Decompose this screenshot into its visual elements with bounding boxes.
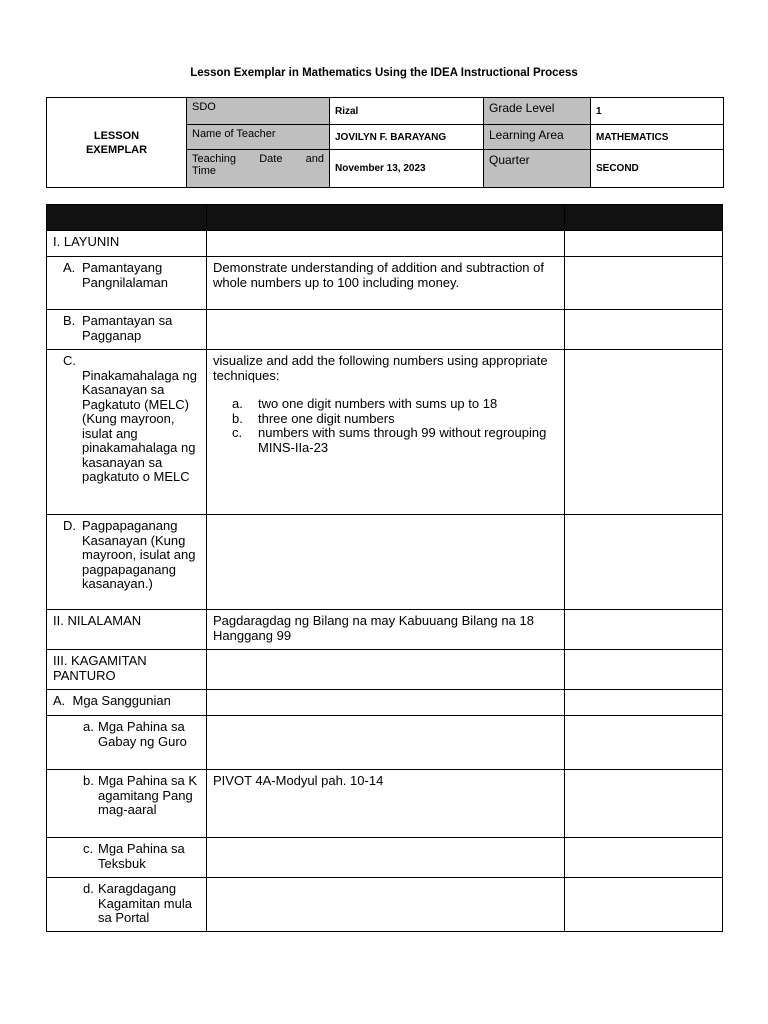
sdo-value: Rizal bbox=[330, 98, 484, 125]
list-item: b. three one digit numbers bbox=[232, 410, 395, 426]
teaching-date-value: November 13, 2023 bbox=[330, 150, 484, 188]
nilalaman-cell: II. NILALAMAN bbox=[47, 610, 207, 650]
document-title: Lesson Exemplar in Mathematics Using the IDEA Instructional Process bbox=[190, 67, 578, 79]
table-row bbox=[47, 610, 723, 650]
teksbuk-label: Mga Pahina sa Teksbuk bbox=[98, 841, 185, 871]
table-header-row bbox=[47, 205, 723, 231]
table-row: b. Mga Pahina sa Kagamitang Pangmag-aaral PIVOT 4A-Modyul pah. 10-14 bbox=[47, 770, 723, 838]
grade-level-label: Grade Level bbox=[484, 98, 591, 125]
table-row bbox=[47, 690, 723, 716]
table-row: B. Pamantayan sa Pagganap bbox=[47, 310, 723, 350]
nilalaman-content: Pagdaragdag ng Bilang na may Kabuuang Bilang na 18 Hanggang 99 bbox=[207, 610, 565, 650]
quarter-label: Quarter bbox=[484, 150, 591, 188]
melc-list bbox=[213, 397, 558, 455]
content-standard-text: Demonstrate understanding of addition and subtraction of whole numbers up to 100 including money. bbox=[207, 257, 565, 310]
grade-level-value: 1 bbox=[591, 98, 724, 125]
lesson-plan-table bbox=[46, 204, 723, 932]
pamantayang-pangnilalaman-label: Pamantayang Pangnilalaman bbox=[82, 260, 169, 290]
teaching-date-label bbox=[187, 150, 330, 188]
table-row: C. Pinakamahalaga ng Kasanayan sa Pagkatuto (MELC) (Kung mayroon, isulat ang pinakamahalaga ng kasanayan sa pagkatuto o MELC visualize and add the following numbers using appropriate techniques: a. two one digit numbers with sums up to 18 b. three one digit numbers c. numbers with sums through 99 without regrouping MINS-IIa-23 bbox=[47, 350, 723, 515]
learning-area-value: MATHEMATICS bbox=[591, 125, 724, 150]
table-row: d. Karagdagang Kagamitan mula sa Portal bbox=[47, 878, 723, 932]
kagamitan-panturo-cell: III. KAGAMITAN PANTURO bbox=[47, 650, 207, 690]
table-row bbox=[47, 650, 723, 690]
list-item: a. two one digit numbers with sums up to 18 bbox=[232, 396, 498, 411]
melc-code: MINS-IIa-23 bbox=[258, 439, 329, 455]
melc-intro-text: visualize and add the following numbers using appropriate techniques: bbox=[213, 353, 548, 383]
teaching-date-label-top: Teaching Date and bbox=[192, 153, 324, 165]
teacher-value: JOVILYN F. BARAYANG bbox=[330, 125, 484, 150]
teacher-label: Name of Teacher bbox=[187, 125, 330, 150]
kagamitang-pangmag-aaral-label: Mga Pahina sa Kagamitang Pangmag-aaral bbox=[98, 773, 198, 817]
gabay-ng-guro-label: Mga Pahina sa Gabay ng Guro bbox=[98, 719, 187, 749]
learning-area-label: Learning Area bbox=[484, 125, 591, 150]
teaching-date-label-bottom: Time bbox=[192, 165, 217, 177]
layunin-cell: I. LAYUNIN bbox=[47, 231, 207, 257]
pamantayan-sa-pagganap-label: Pamantayan sa Pagganap bbox=[82, 313, 173, 343]
table-row bbox=[47, 231, 723, 257]
table-row: A. Pamantayang Pangnilalaman Demonstrate understanding of addition and subtraction of whole numbers up to 100 including money. bbox=[47, 257, 723, 310]
quarter-value: SECOND bbox=[591, 150, 724, 188]
lesson-exemplar-label: LESSON EXEMPLAR bbox=[47, 98, 187, 188]
lesson-header-table bbox=[46, 97, 724, 188]
sdo-label: SDO bbox=[187, 98, 330, 125]
pivot-module-text: PIVOT 4A-Modyul pah. 10-14 bbox=[207, 770, 565, 838]
table-row: c. Mga Pahina sa Teksbuk bbox=[47, 838, 723, 878]
table-row: D. Pagpapaganang Kasanayan (Kung mayroon, isulat ang pagpapaganang kasanayan.) bbox=[47, 515, 723, 610]
pagpapaganang-kasanayan-label: Pagpapaganang Kasanayan (Kung mayroon, isulat ang pagpapaganang kasanayan.) bbox=[82, 518, 196, 591]
table-row: a. Mga Pahina sa Gabay ng Guro bbox=[47, 716, 723, 770]
list-item: c. numbers with sums through 99 without regrouping bbox=[232, 425, 547, 440]
karagdagang-kagamitan-label: Karagdagang Kagamitan mula sa Portal bbox=[98, 881, 192, 925]
mga-sanggunian-cell: A. Mga Sanggunian bbox=[47, 690, 207, 716]
melc-label: Pinakamahalaga ng Kasanayan sa Pagkatuto (MELC) (Kung mayroon, isulat ang pinakamahalaga ng kasanayan sa pagkatuto o MELC bbox=[82, 367, 197, 484]
